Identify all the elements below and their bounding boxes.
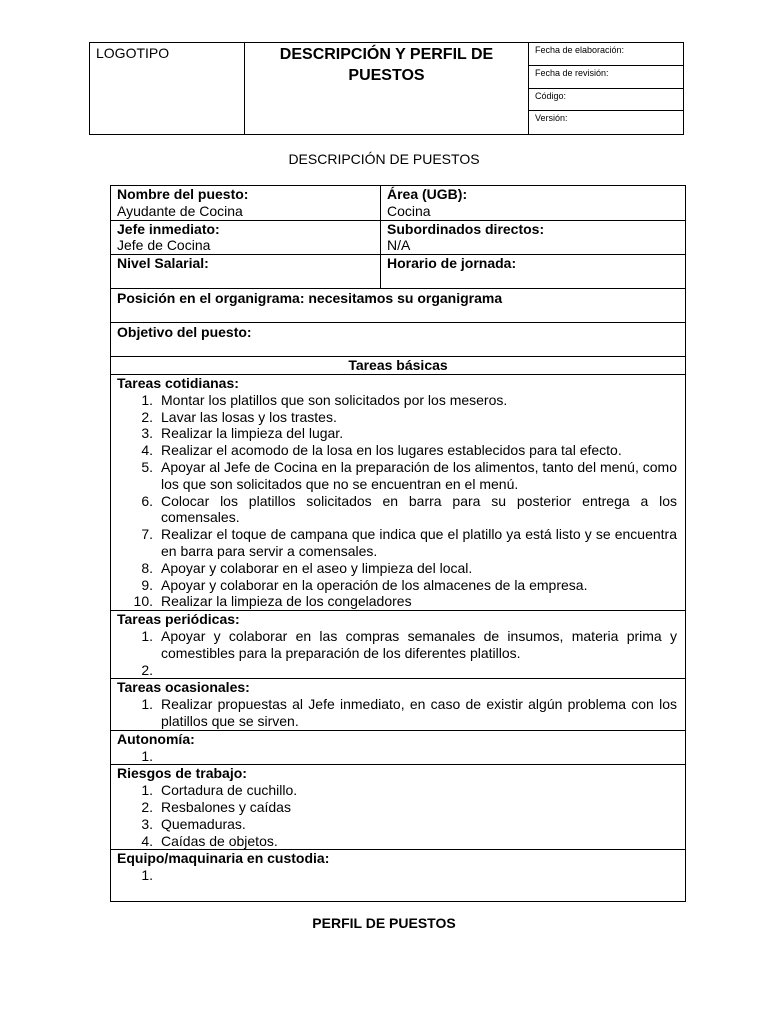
task-section: [111, 850, 685, 884]
item-text: Realizar el acomodo de la losa en los lugares establecidos para tal efecto.: [161, 442, 622, 459]
empty-row: [111, 884, 685, 901]
item-number: 4.: [141, 442, 153, 459]
nombre-label: Nombre del puesto:: [117, 186, 249, 202]
list-item: [117, 696, 679, 730]
item-text: Realizar la limpieza de los congeladores: [161, 593, 412, 610]
list-item: [117, 409, 679, 426]
item-number: 3.: [141, 425, 153, 442]
document-header: [89, 42, 684, 135]
logo-placeholder: LOGOTIPO: [90, 43, 245, 134]
row-objetivo: [111, 323, 685, 357]
item-text: Apoyar y colaborar en las compras semanales de insumos, materia prima y comestibles para la preparación de los diferentes platillos.: [161, 627, 677, 661]
item-number: 6.: [141, 492, 153, 509]
section-subtitle: DESCRIPCIÓN DE PUESTOS: [288, 151, 480, 167]
section-title: Equipo/maquinaria en custodia:: [117, 850, 330, 867]
list-item: [117, 560, 679, 577]
meta-codigo: Código:: [529, 89, 683, 112]
item-number: 1.: [141, 391, 153, 408]
item-text: [161, 748, 679, 765]
row-jefe-subordinados: [111, 221, 685, 256]
list-item: [117, 799, 679, 816]
task-section: [111, 731, 685, 766]
item-text: Apoyar y colaborar en la operación de los almacenes de la empresa.: [161, 576, 588, 593]
task-section: [111, 679, 685, 730]
item-text: [161, 662, 679, 679]
document-title: DESCRIPCIÓN Y PERFIL DE PUESTOS: [245, 43, 529, 134]
item-number: 1.: [141, 696, 153, 713]
task-list: [117, 696, 679, 730]
list-item: [117, 816, 679, 833]
posicion-label: Posición en el organigrama: necesitamos su organigrama: [117, 290, 503, 307]
item-text: Cortadura de cuchillo.: [161, 782, 298, 799]
item-number: 3.: [141, 815, 153, 832]
task-section: [111, 611, 685, 679]
area-label: Área (UGB):: [387, 186, 468, 202]
item-text: Colocar los platillos solicitados en barra para su posterior entrega a los comensales.: [161, 492, 677, 526]
job-description-table: [110, 185, 686, 902]
item-number: 2.: [141, 408, 153, 425]
perfil-heading: PERFIL DE PUESTOS: [312, 915, 456, 931]
item-text: Resbalones y caídas: [161, 798, 291, 815]
list-item: [117, 493, 679, 527]
nombre-value: Ayudante de Cocina: [117, 202, 243, 219]
item-text: Realizar propuestas al Jefe inmediato, en caso de existir algún problema con los platillos que se sirven.: [161, 696, 677, 729]
task-list: [117, 628, 679, 678]
item-number: 9.: [141, 576, 153, 593]
meta-fecha-revision: Fecha de revisión:: [529, 66, 683, 89]
subordinados-label: Subordinados directos:: [387, 220, 545, 237]
item-number: 1.: [141, 747, 153, 764]
item-text: Caídas de objetos.: [161, 832, 278, 849]
list-item: [117, 748, 679, 765]
item-number: 7.: [141, 526, 153, 543]
row-nivel-horario: [111, 255, 685, 289]
nivel-label: Nivel Salarial:: [117, 255, 209, 272]
meta-version: Versión:: [535, 113, 568, 124]
list-item: [117, 526, 679, 560]
task-list: [117, 748, 679, 765]
item-number: 8.: [141, 559, 153, 576]
task-section: [111, 765, 685, 850]
task-section: [111, 375, 685, 611]
item-number: 10.: [133, 593, 153, 610]
section-title: Riesgos de trabajo:: [117, 765, 247, 782]
list-item: [117, 459, 679, 493]
list-item: [117, 442, 679, 459]
item-number: 2.: [141, 661, 153, 678]
section-title: Tareas periódicas:: [117, 611, 240, 628]
list-item: [117, 577, 679, 594]
row-nombre-area: [111, 186, 685, 221]
tareas-basicas-heading: Tareas básicas: [111, 357, 685, 375]
row-posicion: [111, 289, 685, 323]
item-text: Lavar las losas y los trastes.: [161, 408, 337, 425]
item-number: 4.: [141, 832, 153, 849]
list-item: [117, 662, 679, 679]
jefe-value: Jefe de Cocina: [117, 237, 211, 254]
meta-fecha-elaboracion: Fecha de elaboración:: [529, 43, 683, 66]
item-number: 1.: [141, 867, 153, 884]
list-item: [117, 628, 679, 662]
item-text: [161, 867, 679, 884]
item-text: Realizar el toque de campana que indica que el platillo ya está listo y se encuentra en barra para servir a comensales.: [161, 526, 677, 559]
document-meta: [529, 43, 683, 134]
subordinados-value: N/A: [387, 237, 411, 254]
list-item: [117, 425, 679, 442]
item-text: Realizar la limpieza del lugar.: [161, 425, 344, 442]
item-text: Montar los platillos que son solicitados por los meseros.: [161, 391, 508, 408]
horario-label: Horario de jornada:: [387, 255, 517, 272]
list-item: [117, 593, 679, 610]
task-list: [117, 782, 679, 849]
section-title: Autonomía:: [117, 730, 195, 747]
section-title: Tareas ocasionales:: [117, 679, 250, 696]
list-item: [117, 833, 679, 850]
task-list: [117, 392, 679, 610]
item-number: 5.: [141, 458, 153, 475]
list-item: [117, 782, 679, 799]
objetivo-label: Objetivo del puesto:: [117, 324, 252, 341]
item-text: Quemaduras.: [161, 815, 246, 832]
area-value: Cocina: [387, 202, 431, 219]
list-item: [117, 392, 679, 409]
item-number: 1.: [141, 627, 153, 644]
task-list: [117, 867, 679, 884]
item-text: Apoyar al Jefe de Cocina en la preparación de los alimentos, tanto del menú, como los que son solicitados que no se encuentran en el menú.: [161, 458, 677, 492]
item-number: 1.: [141, 782, 153, 799]
section-title: Tareas cotidianas:: [117, 374, 239, 391]
jefe-label: Jefe inmediato:: [117, 220, 220, 237]
item-text: Apoyar y colaborar en el aseo y limpieza del local.: [161, 559, 473, 576]
item-number: 2.: [141, 798, 153, 815]
list-item: [117, 867, 679, 884]
